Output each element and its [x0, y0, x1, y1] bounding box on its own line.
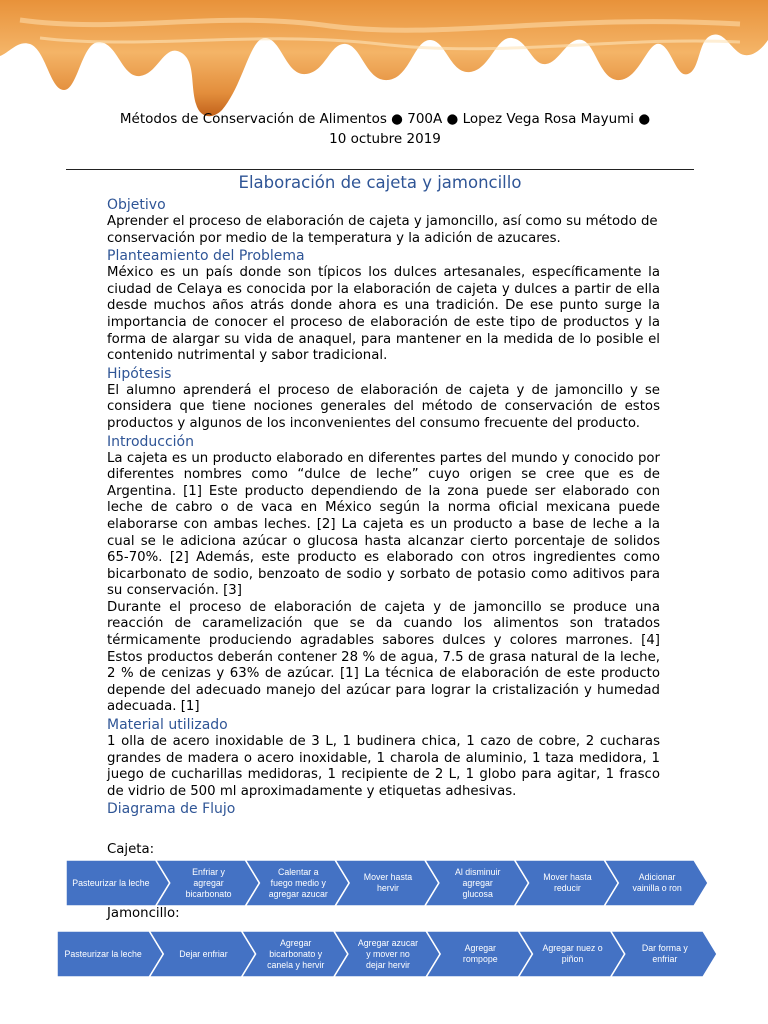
flow-step: Mover hasta reducir [543, 872, 592, 893]
text-objetivo: Aprender el proceso de elaboración de cajeta y jamoncillo, así como su método de conservación por medio de la temperatura y la adición de azucares. [107, 214, 658, 246]
flow-step: Dar forma y enfriar [641, 943, 688, 964]
flow-step: Mover hasta hervir [363, 872, 413, 893]
text-planteamiento: México es un país donde son típicos los dulces artesanales, específicamente la ciudad de Celaya es conocida por la elaboración de cajeta y dulces a partir de ella desde muchos años atrás donde ahora es una tradición. De ese punto surge la importancia de conocer el proceso de elaboración de este tipo de productos y la forma de alargar su vida de anaquel, para mantener en la medida de lo posible el contenido nutrimental y sabor tradicional. [107, 265, 660, 364]
flow-step: Agregar rompope [462, 943, 498, 964]
text-introduccion-1: La cajeta es un producto elaborado en diferentes partes del mundo y conocido por diferentes nombres como “dulce de leche” cuyo origen se cree que es de Argentina. [1] Este producto dependiendo de la zona puede ser elaborado con leche de cabro o de vaca en México según la norma oficial mexicana puede elaborarse con ambas leches. [2] La cajeta es un producto a base de leche a la cual se le adiciona azúcar o glucosa hasta alcanzar cierto porcentaje de solidos 65-70%. [2] Además, este producto es elaborado con otros ingredientes como bicarbonato de sodio, benzoato de sodio y sorbato de potasio como aditivos para su conservación. [3] [107, 450, 660, 599]
flow-step: Pasteurizar la leche [64, 948, 142, 959]
flow-step: Agregar azucar y mover no dejar hervir [357, 937, 419, 970]
flow-step: Al disminuir agregar glucosa [454, 866, 501, 899]
flow-step: Dejar enfriar [179, 948, 228, 959]
heading-hipotesis: Hipótesis [107, 365, 172, 382]
flow-step: Enfriar y agregar bicarbonato [185, 866, 232, 899]
flow-cajeta-label: Cajeta: [107, 842, 155, 857]
flow-diagram-jamoncillo [57, 931, 717, 977]
text-hipotesis: El alumno aprenderá el proceso de elaboración de cajeta y de jamoncillo y se considera que tiene nociones generales del método de conservación de estos productos y algunos de los inconvenientes del consumo frecuente del producto. [107, 382, 660, 431]
flow-step: Agregar nuez o piñon [542, 943, 603, 964]
document-body [107, 196, 660, 818]
heading-introduccion: Introducción [107, 433, 194, 450]
heading-objetivo: Objetivo [107, 197, 166, 213]
header-date: 10 octubre 2019 [329, 131, 441, 147]
flow-step: Pasteurizar la leche [72, 877, 150, 888]
header-course-line: Métodos de Conservación de Alimentos ● 700A ● Lopez Vega Rosa Mayumi ● [119, 111, 651, 127]
flow-jamoncillo-label: Jamoncillo: [107, 906, 180, 921]
flow-step: Adicionar vainilla o ron [632, 872, 682, 893]
text-introduccion-2: Durante el proceso de elaboración de cajeta y de jamoncillo se produce una reacción de caramelización que se da cuando los alimentos son tratados térmicamente produciendo agradables sabores dulces y colores marrones. [4] Estos productos deberán contener 28 % de agua, 7.5 de grasa natural de la leche, 2 % de cenizas y 63% de azúcar. [1] La técnica de elaboración de este producto depende del adecuado manejo del azúcar para lograr la cristalización y humedad adecuada. [1] [107, 599, 660, 715]
heading-diagrama: Diagrama de Flujo [107, 801, 236, 818]
text-material: 1 olla de acero inoxidable de 3 L, 1 budinera chica, 1 cazo de cobre, 2 cucharas grandes de madera o acero inoxidable, 1 charola de aluminio, 1 taza medidora, 1 juego de cucharillas medidoras, 1 recipiente de 2 L, 1 globo para agitar, 1 frasco de vidrio de 500 ml aproximadamente y etiquetas adhesivas. [107, 734, 660, 799]
heading-material: Material utilizado [107, 717, 228, 734]
flow-step: Agregar bicarbonato y canela y hervir [267, 937, 325, 970]
header-divider [66, 169, 694, 170]
heading-planteamiento: Planteamiento del Problema [107, 248, 305, 265]
flow-diagram-cajeta [66, 860, 708, 906]
document-title: Elaboración de cajeta y jamoncillo [238, 173, 522, 192]
flow-step: Calentar a fuego medio y agregar azucar [268, 866, 328, 899]
document-header [100, 109, 670, 149]
